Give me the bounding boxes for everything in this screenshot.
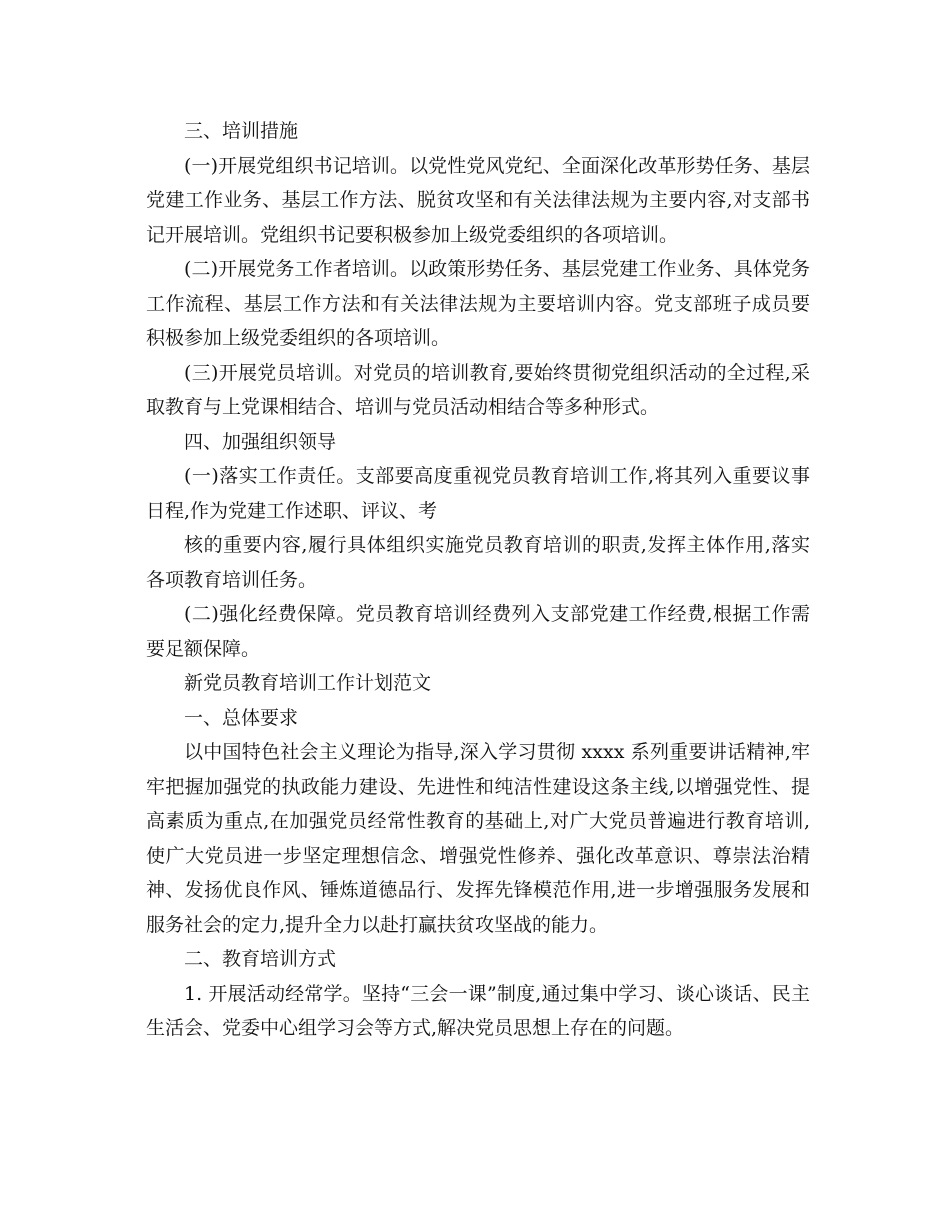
paragraph-regular-study: 1. 开展活动经常学。坚持“三会一课”制度,通过集中学习、谈心谈话、民主生活会、党委中心组学习会等方式,解决党员思想上存在的问题。 [146,982,810,1039]
paragraph-responsibility: (一)落实工作责任。支部要高度重视党员教育培训工作,将其列入重要议事日程,作为党建工作述职、评议、考 [146,465,810,522]
document-subtitle: 新党员教育培训工作计划范文 [184,672,432,694]
paragraph-funding: (二)强化经费保障。党员教育培训经费列入支部党建工作经费,根据工作需要足额保障。 [146,603,810,660]
section-heading-training-methods: 二、教育培训方式 [184,948,337,970]
document-body [146,114,810,1046]
paragraph-affairs-worker-training: (二)开展党务工作者培训。以政策形势任务、基层党建工作业务、具体党务工作流程、基层工作方法和有关法律法规为主要培训内容。党支部班子成员要积极参加上级党委组织的各项培训。 [146,258,810,349]
paragraph-member-training: (三)开展党员培训。对党员的培训教育,要始终贯彻党组织活动的全过程,采取教育与上党课相结合、培训与党员活动相结合等多种形式。 [146,361,810,418]
paragraph-general-requirements: 以中国特色社会主义理论为指导,深入学习贯彻 xxxx 系列重要讲话精神,牢牢把握加强党的执政能力建设、先进性和纯洁性建设这条主线,以增强党性、提高素质为重点,在加强党员经常性教育的基础上,对广大党员普遍进行教育培训,使广大党员进一步坚定理想信念、增强党性修养、强化改革意识、尊崇法治精神、发扬优良作风、锤炼道德品行、发挥先锋模范作用,进一步增强服务发展和服务社会的定力,提升全力以赴打赢扶贫攻坚战的能力。 [146,741,810,936]
section-heading-general-requirements: 一、总体要求 [184,706,299,729]
paragraph-responsibility-continued: 核的重要内容,履行具体组织实施党员教育培训的职责,发挥主体作用,落实各项教育培训任务。 [146,534,810,591]
section-heading-training-measures: 三、培训措施 [184,120,299,142]
section-heading-leadership: 四、加强组织领导 [184,430,337,453]
paragraph-secretary-training: (一)开展党组织书记培训。以党性党风党纪、全面深化改革形势任务、基层党建工作业务、基层工作方法、脱贫攻坚和有关法律法规为主要内容,对支部书记开展培训。党组织书记要积极参加上级党委组织的各项培训。 [146,154,810,246]
